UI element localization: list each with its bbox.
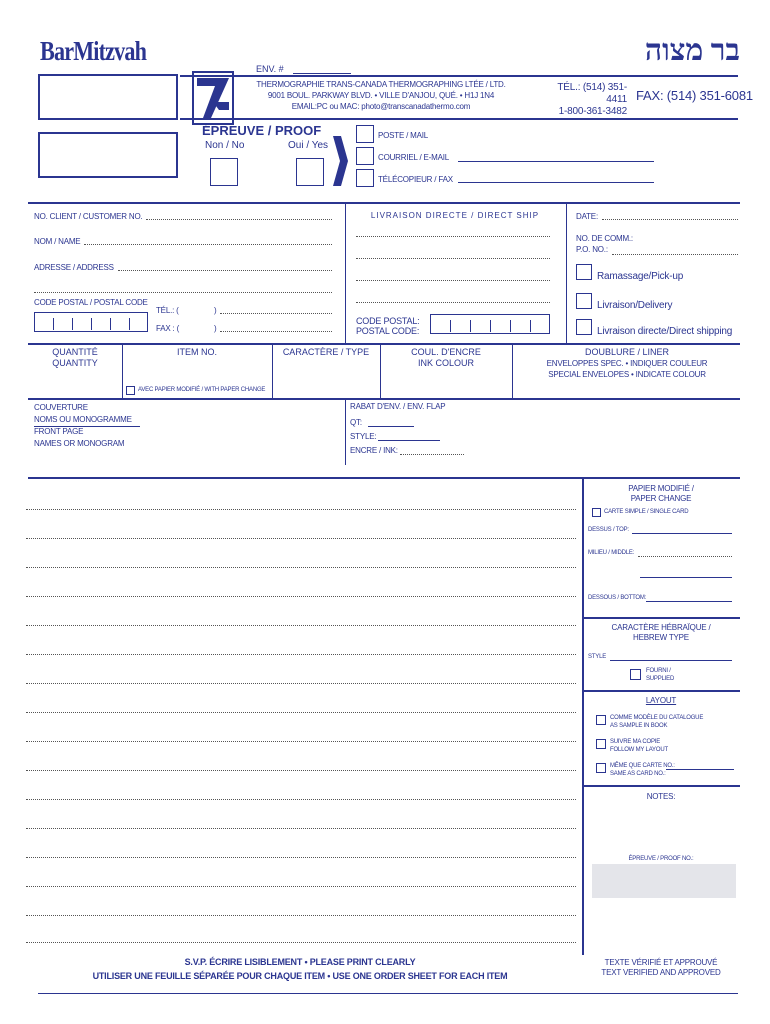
verified-label-1: TEXTE VÉRIFIÉ ET APPROUVÉ [604,958,718,967]
proof-fax-checkbox[interactable] [356,169,374,187]
env-header-2: SPECIAL ENVELOPES • INDICATE COLOUR [548,370,706,379]
layout-catalog-label-1: COMME MODÈLE DU CATALOGUE [610,715,704,721]
tel-number: TÉL.: (514) 351-4411 [557,82,627,105]
proof-email-label: COURRIEL / E-MAIL [378,153,449,162]
postal-divider [110,318,111,330]
section-rule-1 [28,202,740,204]
tel-paren-close: ) [214,306,217,315]
order-no-label-2: P.O. NO.: [576,245,608,254]
photo-box-bottom[interactable] [38,132,178,178]
env-label: ENV. # [256,64,284,74]
flap-ink-label: ENCRE / INK: [350,446,398,455]
divider-v-1 [345,203,346,343]
tel-tollfree: 1-800-361-3482 [558,106,627,117]
fax-field[interactable] [220,331,332,332]
layout-same-field[interactable] [666,769,734,770]
flap-qt-field[interactable] [368,426,414,427]
pickup-checkbox[interactable] [576,264,592,280]
bottom-field[interactable] [646,601,732,602]
layout-same-label-2: SAME AS CARD NO.: [610,771,666,777]
col-divider-3 [380,344,381,398]
middle-field[interactable] [638,556,732,557]
hebrew-style-label: STYLE [588,654,607,660]
logo-title: BarMitzvah [40,36,147,66]
delivery-postal-label-2: POSTAL CODE: [356,326,420,336]
date-label: DATE: [576,212,598,221]
bottom-label: DESSOUS / BOTTOM: [588,595,647,601]
cover-label-3: FRONT PAGE [34,427,84,436]
fax-paren-close: ) [214,324,217,333]
env-field[interactable] [293,73,351,74]
supplied-label-2: SUPPLIED [646,676,675,682]
paper-change-title-1: PAPIER MODIFIÉ / [628,484,694,493]
proof-no-box[interactable] [592,864,736,898]
single-card-label: CARTE SIMPLE / SINGLE CARD [604,509,689,515]
type-header: CARACTÈRE / TYPE [282,347,370,357]
delivery-field-3[interactable] [356,280,550,281]
supplied-checkbox[interactable] [630,669,641,680]
qty-header-2: QUANTITY [52,358,98,368]
postal-divider [450,320,451,332]
proof-no-label: Non / No [205,140,245,151]
cover-label-1: COUVERTURE [34,403,88,412]
company-line-3: EMAIL:PC ou MAC: photo@transcanadathermo.com [291,102,471,111]
direct-ship-checkbox[interactable] [576,319,592,335]
layout-follow-checkbox[interactable] [596,739,606,749]
proof-mail-checkbox[interactable] [356,125,374,143]
cover-divider [345,399,346,465]
paper-change-label: AVEC PAPIER MODIFIÉ / WITH PAPER CHANGE [138,387,266,393]
flap-qt-label: QT: [350,418,362,427]
direct-ship-label: Livraison directe/Direct shipping [597,326,733,337]
env-header-1: ENVELOPPES SPEC. • INDIQUER COULEUR [546,359,708,368]
fax-label: FAX : ( [156,324,180,333]
layout-follow-label-1: SUIVRE MA COPIE [610,739,661,745]
postal-divider [72,318,73,330]
delivery-field-2[interactable] [356,258,550,259]
postal-divider [129,318,130,330]
section-rule-4 [28,477,740,479]
col-divider-1 [122,344,123,398]
sidebar-rule-2 [583,690,740,692]
item-header: ITEM NO. [177,347,217,357]
section-rule-2 [28,343,740,345]
proof-fax-label: TÉLÉCOPIEUR / FAX [378,175,453,184]
ink-header-2: INK COLOUR [417,358,474,368]
hebrew-type-title-1: CARACTÈRE HÉBRAÏQUE / [611,623,711,632]
flap-ink-field[interactable] [400,454,464,455]
layout-same-checkbox[interactable] [596,763,606,773]
flap-title: RABAT D'ENV. / ENV. FLAP [350,402,446,411]
proof-fax-field[interactable] [458,182,654,183]
delivery-field-4[interactable] [356,302,550,303]
proof-mail-label: POSTE / MAIL [378,131,429,140]
proof-no-label: ÉPREUVE / PROOF NO.: [628,856,694,862]
ink-header-1: COUL. D'ENCRE [411,347,481,357]
layout-same-label-1: MÊME QUE CARTE NO.: [610,763,675,769]
middle-field-2[interactable] [640,577,732,578]
header-rule-2 [180,118,738,120]
flap-style-label: STYLE: [350,432,377,441]
hebrew-style-field[interactable] [610,660,732,661]
proof-no-checkbox[interactable] [210,158,238,186]
client-no-field[interactable] [146,219,332,220]
col-divider-4 [512,344,513,398]
cover-underline [34,426,140,427]
flap-style-field[interactable] [378,440,440,441]
delivery-field-1[interactable] [356,236,550,237]
proof-email-checkbox[interactable] [356,147,374,165]
date-field[interactable] [602,219,738,220]
sidebar-divider [582,478,584,955]
delivery-checkbox[interactable] [576,293,592,309]
section-rule-3 [28,398,740,400]
proof-yes-label: Oui / Yes [288,140,329,151]
paper-change-checkbox[interactable] [126,386,135,395]
order-no-field[interactable] [612,254,738,255]
layout-catalog-label-2: AS SAMPLE IN BOOK [610,723,668,729]
tel-label: TÉL.: ( [156,306,179,315]
postal-divider [470,320,471,332]
postal-divider [490,320,491,332]
bottom-rule [38,993,738,994]
layout-follow-label-2: FOLLOW MY LAYOUT [610,747,668,753]
cover-label-2: NOMS OU MONOGRAMME [34,415,132,424]
sidebar-rule-3 [583,785,740,787]
address-label: ADRESSE / ADDRESS [34,263,114,272]
liner-header: DOUBLURE / LINER [584,347,670,357]
proof-yes-checkbox[interactable] [296,158,324,186]
col-divider-2 [272,344,273,398]
footer-line-1: S.V.P. ÉCRIRE LISIBLEMENT • PLEASE PRINT CLEARLY [184,957,416,967]
supplied-label-1: FOURNI / [646,668,671,674]
top-label: DESSUS / TOP: [588,527,629,533]
postal-divider [530,320,531,332]
layout-title: LAYOUT [645,696,677,705]
postal-label: CODE POSTAL / POSTAL CODE [34,298,148,307]
hebrew-title: בר מצוה [644,34,740,67]
sidebar-rule-1 [583,617,740,619]
name-label: NOM / NAME [34,237,81,246]
cover-label-4: NAMES OR MONOGRAM [34,439,125,448]
single-card-checkbox[interactable] [592,508,601,517]
delivery-label: Livraison/Delivery [597,300,673,311]
delivery-title: LIVRAISON DIRECTE / DIRECT SHIP [370,211,540,220]
top-field[interactable] [632,533,732,534]
notes-label: NOTES: [646,792,676,801]
fax-number: FAX: (514) 351-6081 [636,88,753,103]
postal-divider [510,320,511,332]
layout-catalog-checkbox[interactable] [596,715,606,725]
qty-header-1: QUANTITÉ [52,347,98,357]
hebrew-type-title-2: HEBREW TYPE [633,633,689,642]
arrow-right-icon [331,136,349,186]
pickup-label: Ramassage/Pick-up [597,271,684,282]
name-field[interactable] [84,244,332,245]
proof-title: ÉPREUVE / PROOF [202,123,322,138]
tel-field[interactable] [220,313,332,314]
order-no-label-1: NO. DE COMM.: [576,234,633,243]
proof-email-field[interactable] [458,161,654,162]
address-field-2[interactable] [34,292,332,293]
company-line-2: 9001 BOUL. PARKWAY BLVD. • VILLE D'ANJOU, QUÉ. • H1J 1N4 [267,91,495,100]
middle-label: MILIEU / MIDDLE: [588,550,635,556]
footer-line-2: UTILISER UNE FEUILLE SÉPARÉE POUR CHAQUE ITEM • USE ONE ORDER SHEET FOR EACH ITEM [92,971,508,981]
header-rule [180,75,738,77]
photo-box-top[interactable] [38,74,178,120]
divider-v-2 [566,203,567,343]
company-line-1: THERMOGRAPHIE TRANS-CANADA THERMOGRAPHING LTÉE / LTD. [256,80,506,89]
postal-divider [53,318,54,330]
client-no-label: NO. CLIENT / CUSTOMER NO. [34,212,143,221]
delivery-postal-label-1: CODE POSTAL: [356,316,420,326]
postal-divider [91,318,92,330]
paper-change-title-2: PAPER CHANGE [630,494,692,503]
verified-label-2: TEXT VERIFIED AND APPROVED [601,968,721,977]
address-field[interactable] [118,270,332,271]
